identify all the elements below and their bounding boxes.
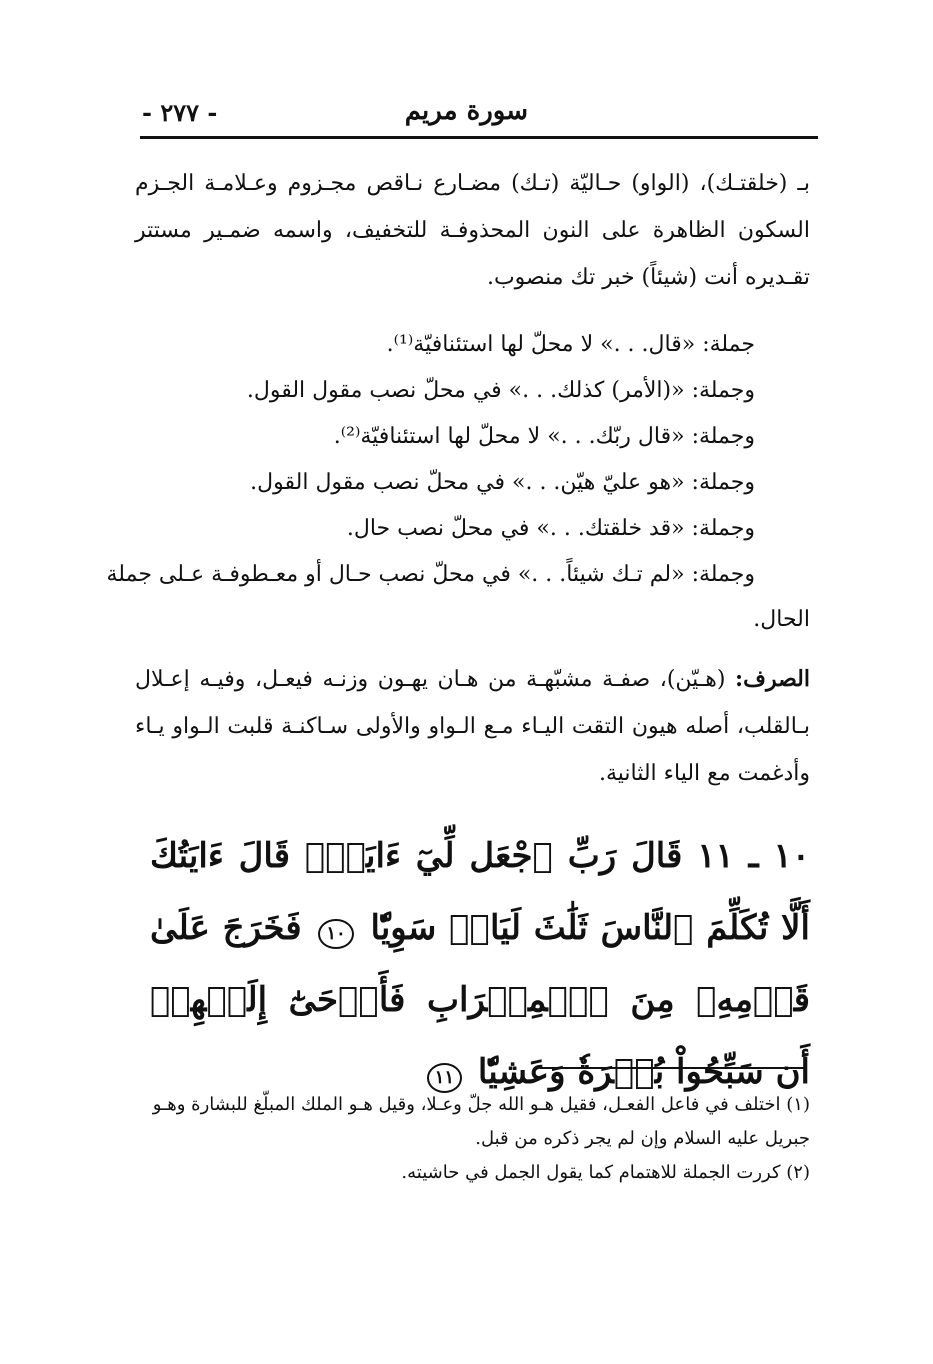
- sarf-label: الصرف:: [735, 666, 810, 692]
- footnote-divider: [540, 1067, 804, 1069]
- sarf-paragraph: [135, 656, 810, 797]
- sentence-item: وجملة: «قال ربّك. . .» لا محلّ لها استئنافيّة⁽²⁾.: [333, 424, 755, 449]
- ayah-number-mark: ١١: [427, 1063, 462, 1093]
- sarf-text: (هـيّن)، صفـة مشبّهـة من هـان يهـون وزنـه فيعـل، وفيـه إعـلال بـالقلب، أصله هيون التقت اليـاء مـع الـواو والأولى سـاكنـة قلبت الـواو يـاء وأدغمت مع الياء الثانية.: [135, 667, 810, 786]
- footnote-item: (٢) كررت الجملة للاهتمام كما يقول الجمل في حاشيته.: [401, 1162, 810, 1183]
- sentence-continuation: الحال.: [753, 607, 810, 632]
- page-number: - ٢٧٧ -: [142, 98, 218, 127]
- page-header: [140, 96, 818, 139]
- sentence-item: وجملة: «(الأمر) كذلك. . .» في محلّ نصب مقول القول.: [246, 378, 755, 403]
- sentence-list: [106, 322, 755, 598]
- footnote-item: (١) اختلف في فاعل الفعـل، فقيل هـو الله جلّ وعـلا، وقيل هـو الملك المبلّغ للبشارة وهـو جبريل عليه السلام وإن لم يجر ذكره من قبل.: [152, 1094, 810, 1149]
- quran-verses: [150, 820, 810, 1108]
- quran-text-line: قَالَ رَبِّ ٱجْعَل لِّيٓ ءَايَةًۚ قَالَ ءَايَتُكَ أَلَّا تُكَلِّمَ ٱلنَّاسَ ثَلَٰثَ لَيَالٖ سَوِيّٗا: [150, 836, 810, 948]
- sentence-item: جملة: «قال. . .» لا محلّ لها استئنافيّة⁽¹⁾.: [386, 332, 755, 357]
- quran-text-line: فَخَرَجَ عَلَىٰ قَوۡمِهِۦ مِنَ ٱلۡمِحۡرَابِ فَأَوۡحَىٰٓ إِلَيۡهِمۡ أَن سَبِّحُواْ بُكۡرَةٗ وَعَشِيّٗا: [150, 908, 810, 1092]
- sentence-item: وجملة: «لم تـك شيئاً. . .» في محلّ نصب حـال أو معـطوفـة عـلى جملة: [106, 562, 755, 587]
- footnotes: [130, 1088, 810, 1190]
- sentence-item: وجملة: «هو عليّ هيّن. . .» في محلّ نصب مقول القول.: [250, 470, 755, 495]
- surah-title: سورة مريم: [404, 96, 528, 126]
- sentence-item: وجملة: «قد خلقتك. . .» في محلّ نصب حال.: [346, 516, 755, 541]
- verse-numbers: ١٠ ـ ١١: [697, 836, 810, 876]
- ayah-number-mark: ١٠: [318, 919, 353, 949]
- grammar-paragraph: بـ (خلقتـك)، (الواو) حـاليّة (تـك) مضـارع نـاقص مجـزوم وعـلامـة الجـزم السكون الظاهرة على النون المحذوفـة للتخفيف، واسمه ضمـير مستتر تقـديره أنت (شيئاً) خبر تك منصوب.: [135, 171, 810, 290]
